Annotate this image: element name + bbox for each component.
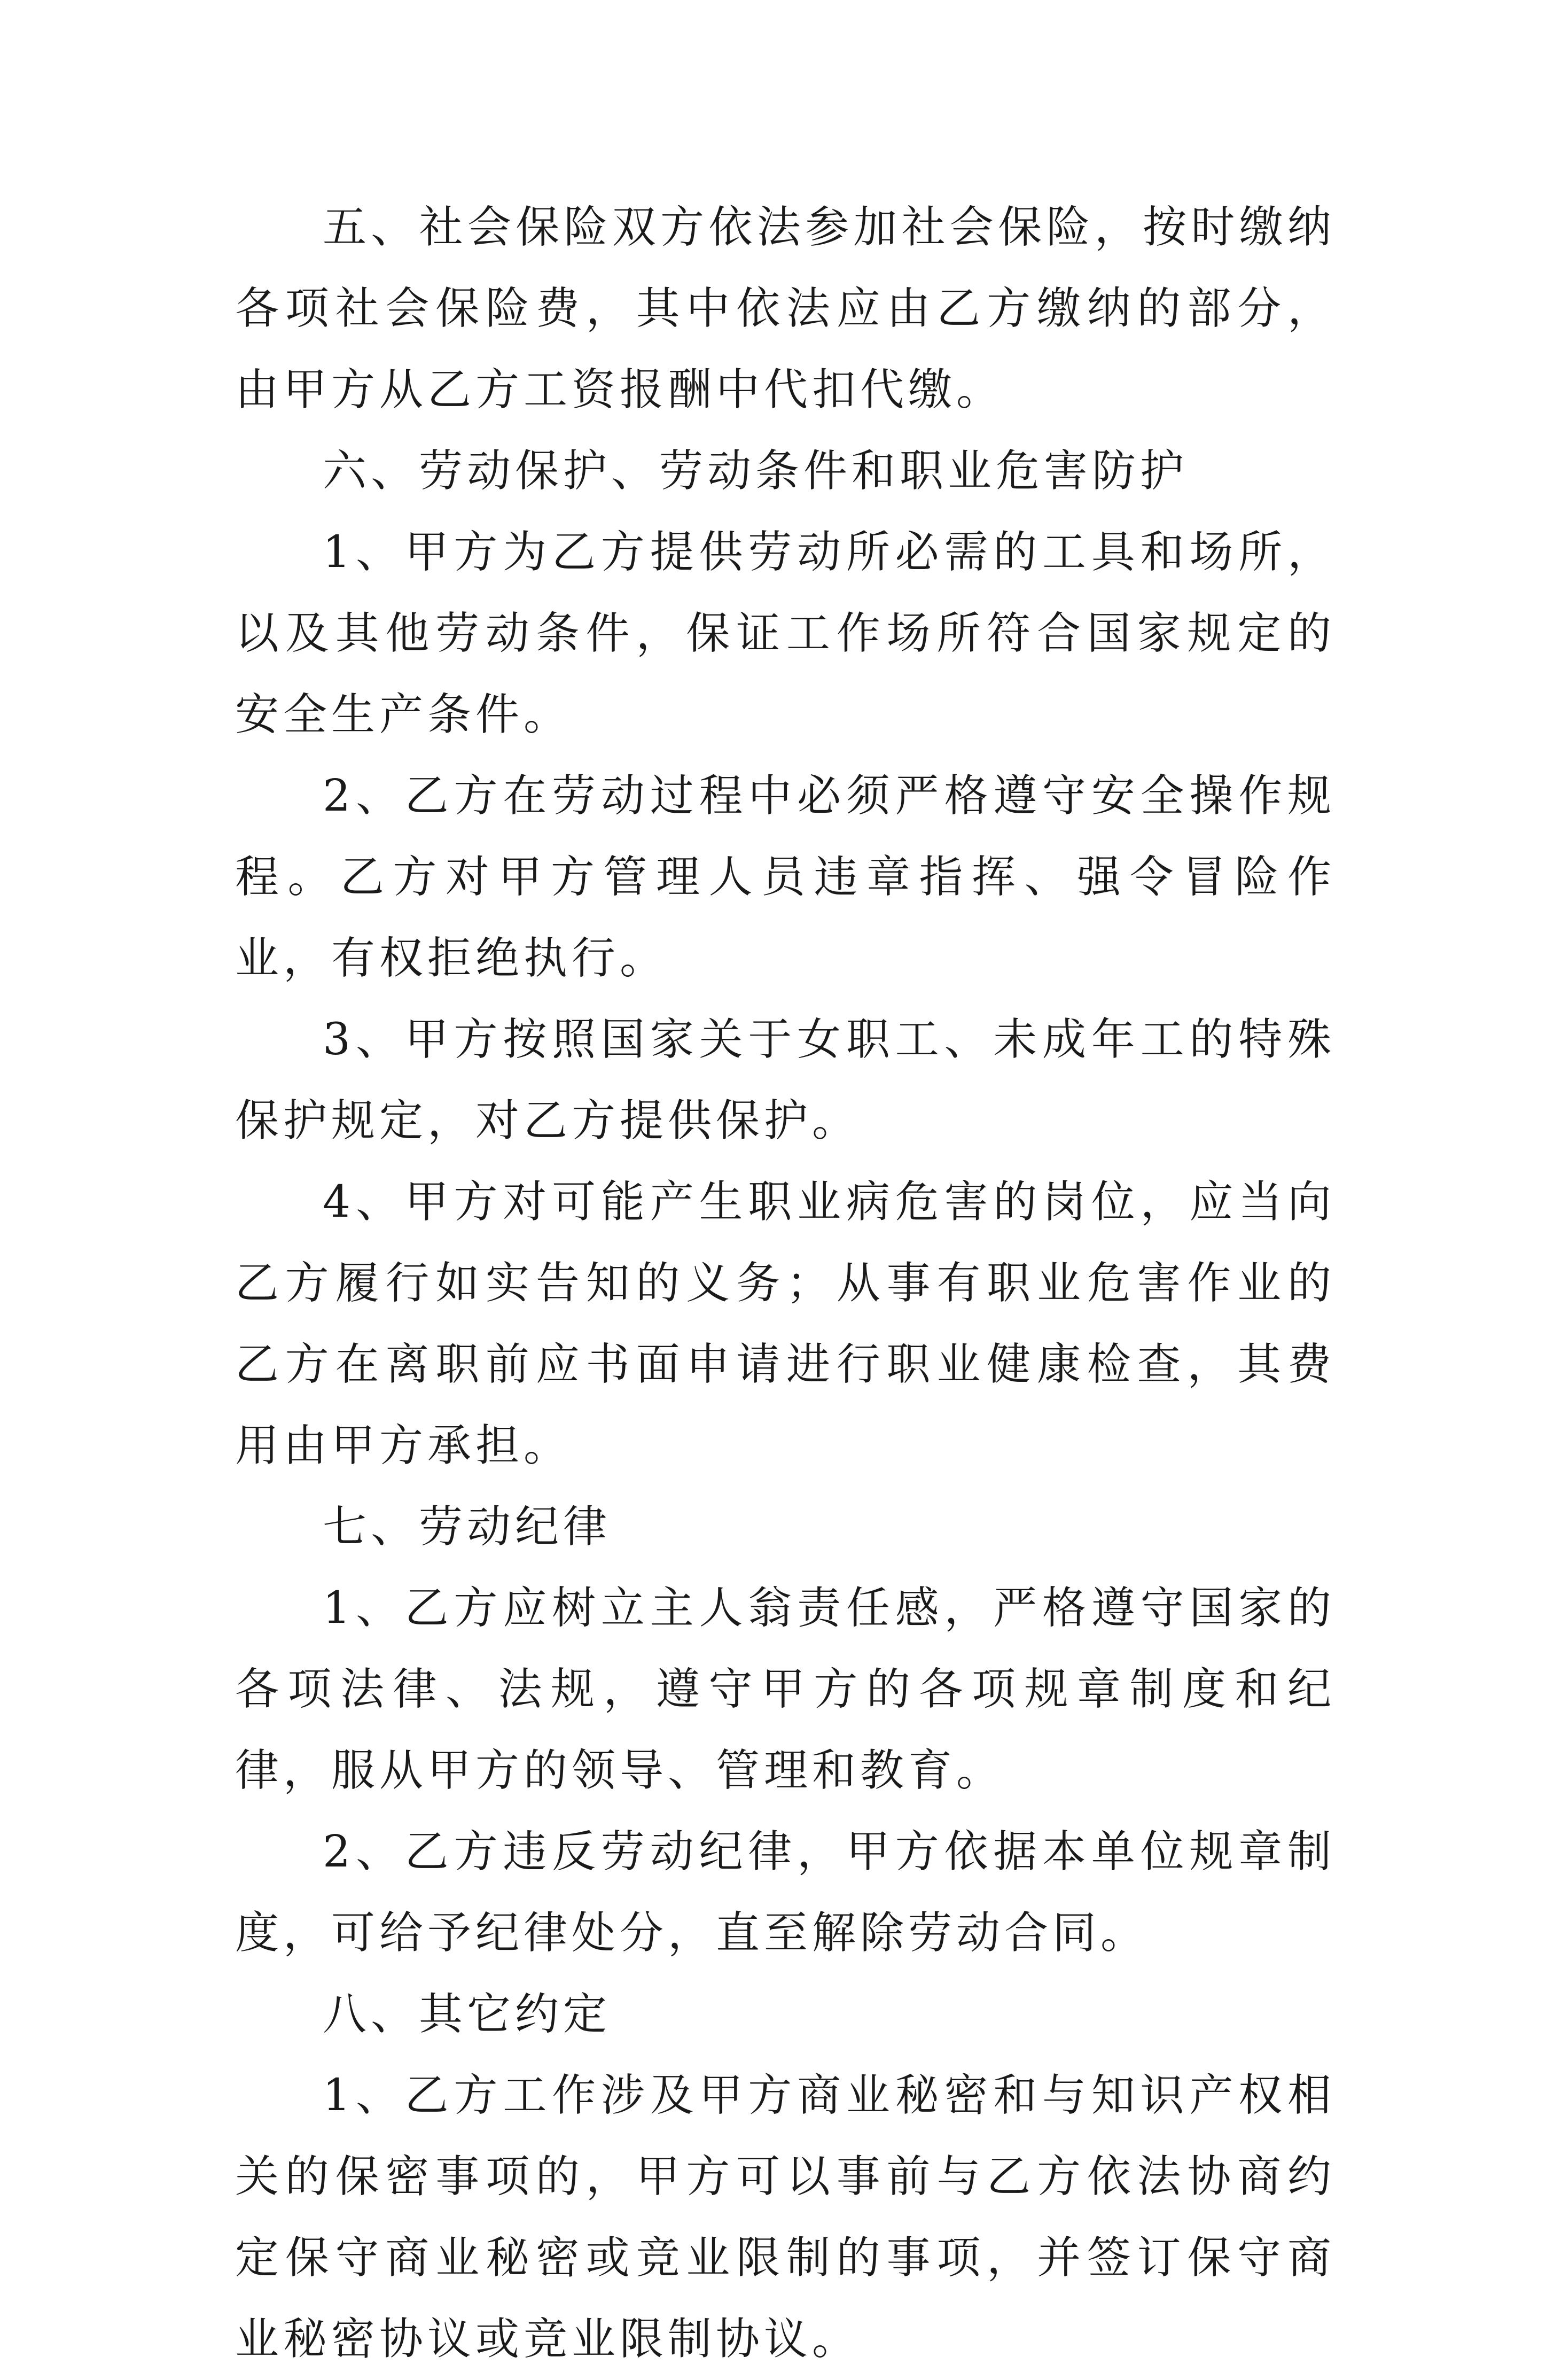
document-body [235, 187, 1336, 2380]
section-six-item-1: 1、甲方为乙方提供劳动所必需的工具和场所，以及其他劳动条件，保证工作场所符合国家规定的安全生产条件。 [235, 527, 1336, 740]
section-six-item-4: 4、甲方对可能产生职业病危害的岗位，应当向乙方履行如实告知的义务；从事有职业危害作业的乙方在离职前应书面申请进行职业健康检查，其费用由甲方承担。 [235, 1177, 1336, 1471]
section-seven-heading: 七、劳动纪律 [323, 1502, 612, 1552]
section-seven-item-2: 2、乙方违反劳动纪律，甲方依据本单位规章制度，可给予纪律处分，直至解除劳动合同。 [235, 1826, 1336, 1958]
section-eight-heading: 八、其它约定 [323, 1989, 612, 2040]
section-six-item-2: 2、乙方在劳动过程中必须严格遵守安全操作规程。乙方对甲方管理人员违章指挥、强令冒险作业，有权拒绝执行。 [235, 771, 1336, 984]
section-six-item-3: 3、甲方按照国家关于女职工、未成年工的特殊保护规定，对乙方提供保护。 [235, 1014, 1336, 1146]
section-eight-item-1: 1、乙方工作涉及甲方商业秘密和与知识产权相关的保密事项的，甲方可以事前与乙方依法协商约定保守商业秘密或竞业限制的事项，并签订保守商业秘密协议或竞业限制协议。 [235, 2070, 1336, 2365]
section-seven-item-1: 1、乙方应树立主人翁责任感，严格遵守国家的各项法律、法规，遵守甲方的各项规章制度和纪律，服从甲方的领导、管理和教育。 [235, 1583, 1336, 1796]
section-six-heading: 六、劳动保护、劳动条件和职业危害防护 [323, 446, 1189, 496]
section-five-social-insurance: 五、社会保险双方依法参加社会保险，按时缴纳各项社会保险费，其中依法应由乙方缴纳的部分，由甲方从乙方工资报酬中代扣代缴。 [235, 202, 1336, 415]
